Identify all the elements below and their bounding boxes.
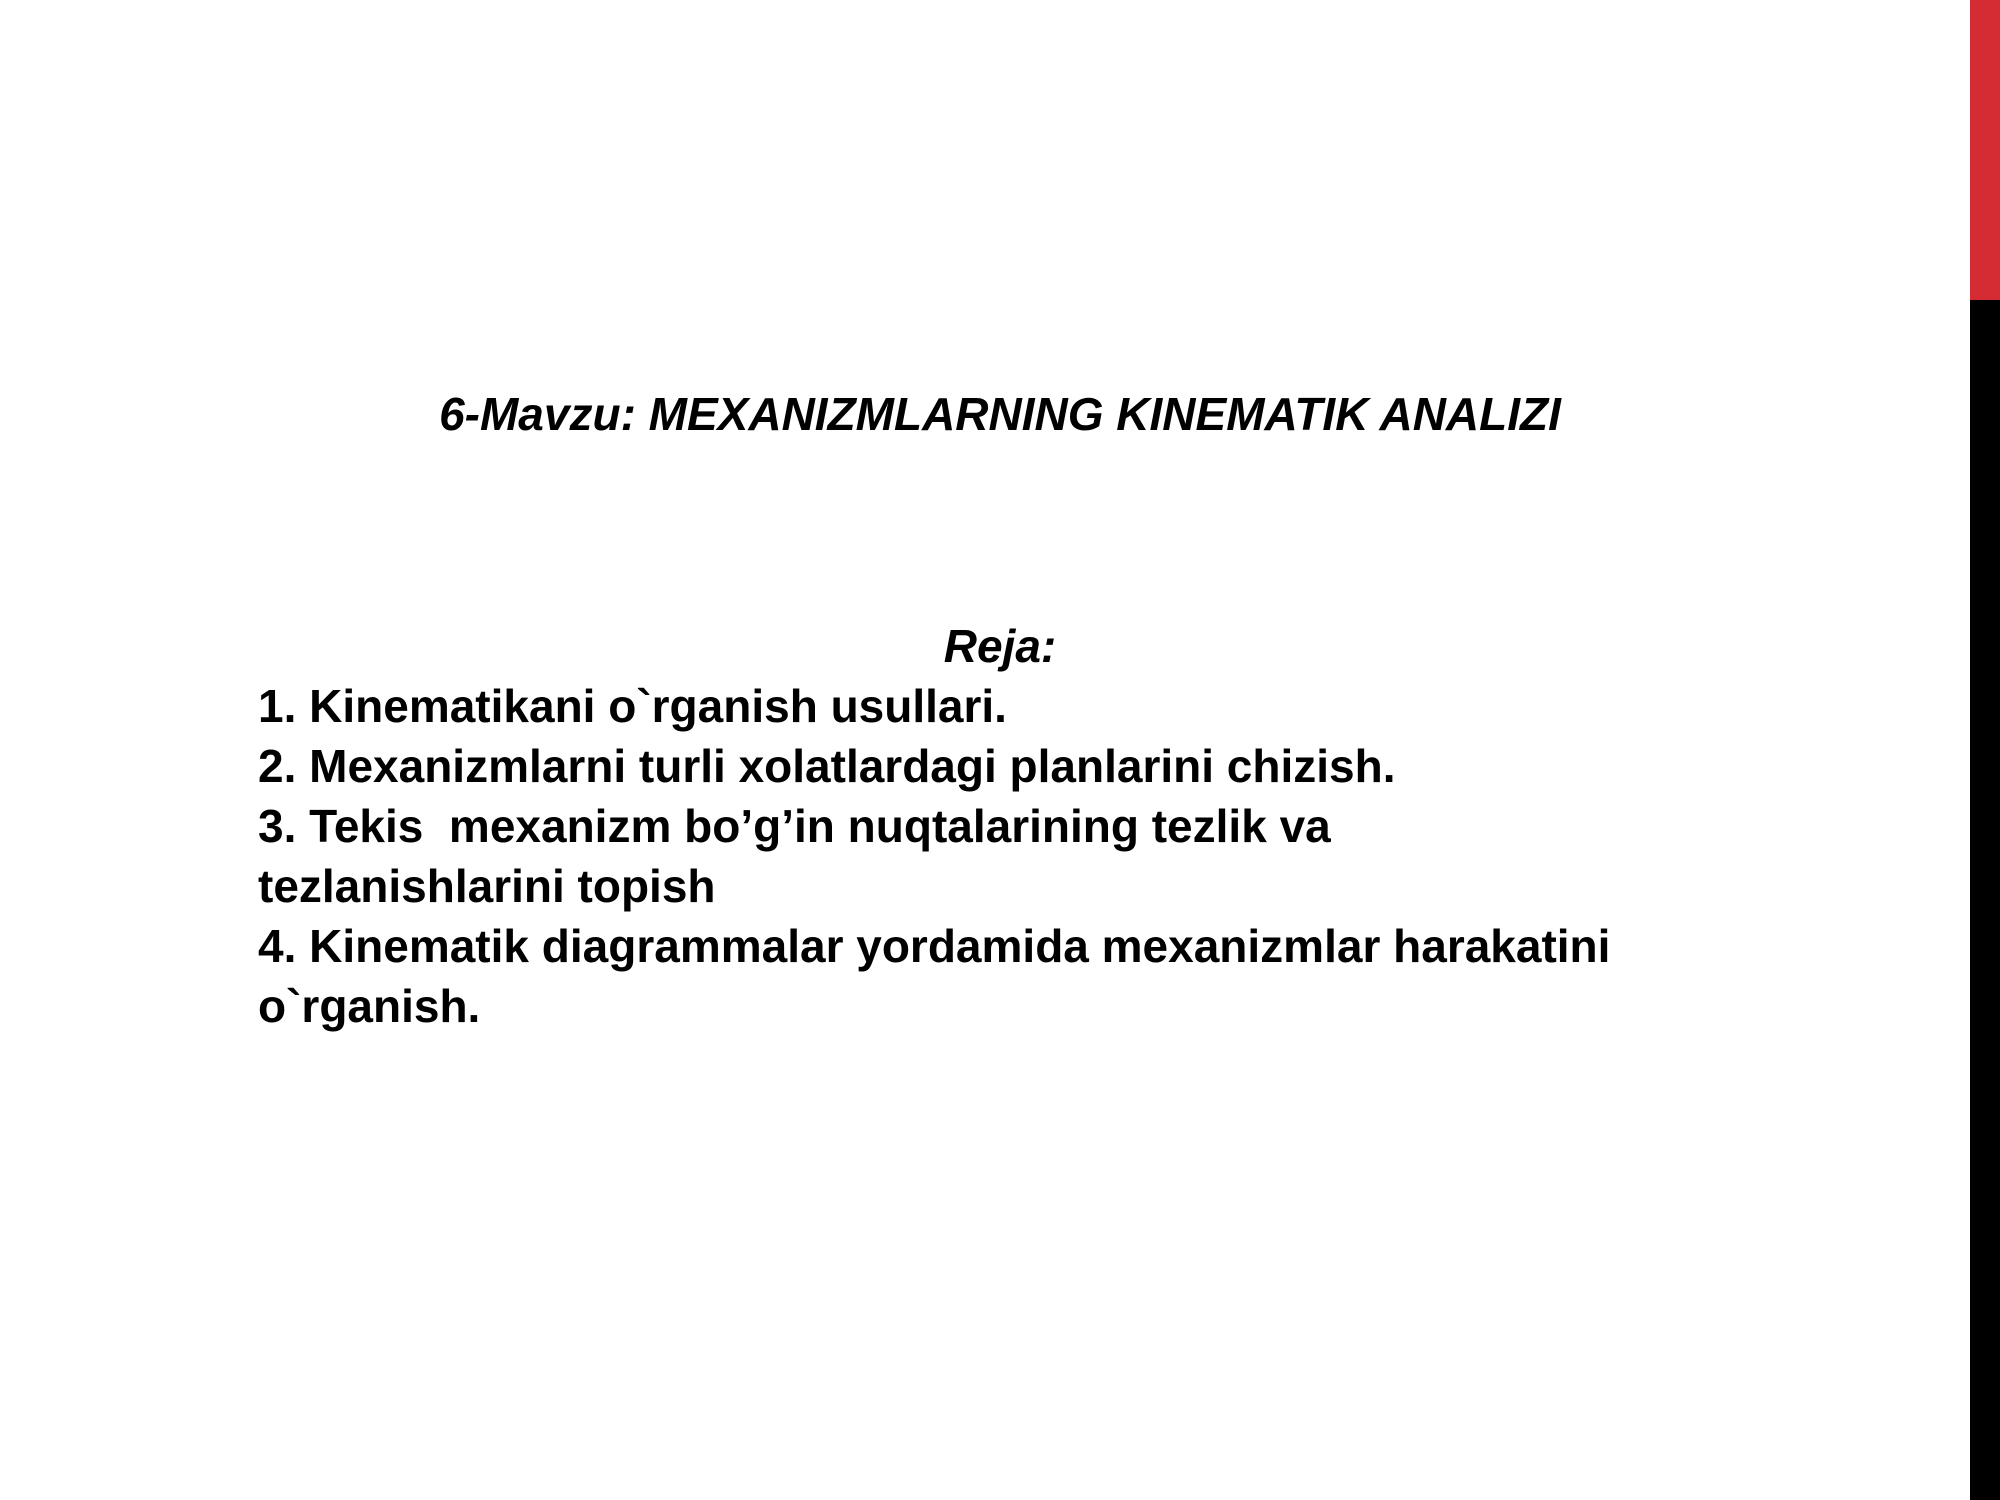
plan-section bbox=[258, 616, 1758, 1036]
plan-heading: Reja: bbox=[943, 620, 1057, 672]
slide-title: 6-Mavzu: MEXANIZMLARNING KINEMATIK ANALIZI bbox=[439, 388, 1561, 440]
plan-item: 2. Mexanizmlarni turli xolatlardagi planlarini chizish. bbox=[258, 740, 1396, 792]
plan-item: 1. Kinematikani o`rganish usullari. bbox=[258, 680, 1007, 732]
edge-bar-accent bbox=[1970, 0, 2000, 300]
edge-bar bbox=[1970, 0, 2000, 1500]
plan-item: 4. Kinematik diagrammalar yordamida mexanizmlar harakatini o`rganish. bbox=[258, 920, 1611, 1032]
plan-list bbox=[258, 676, 1758, 1036]
edge-bar-dark bbox=[1970, 300, 2000, 1500]
plan-item: 3. Tekis mexanizm bo’g’in nuqtalarining tezlik va tezlanishlarini topish bbox=[258, 800, 1331, 912]
